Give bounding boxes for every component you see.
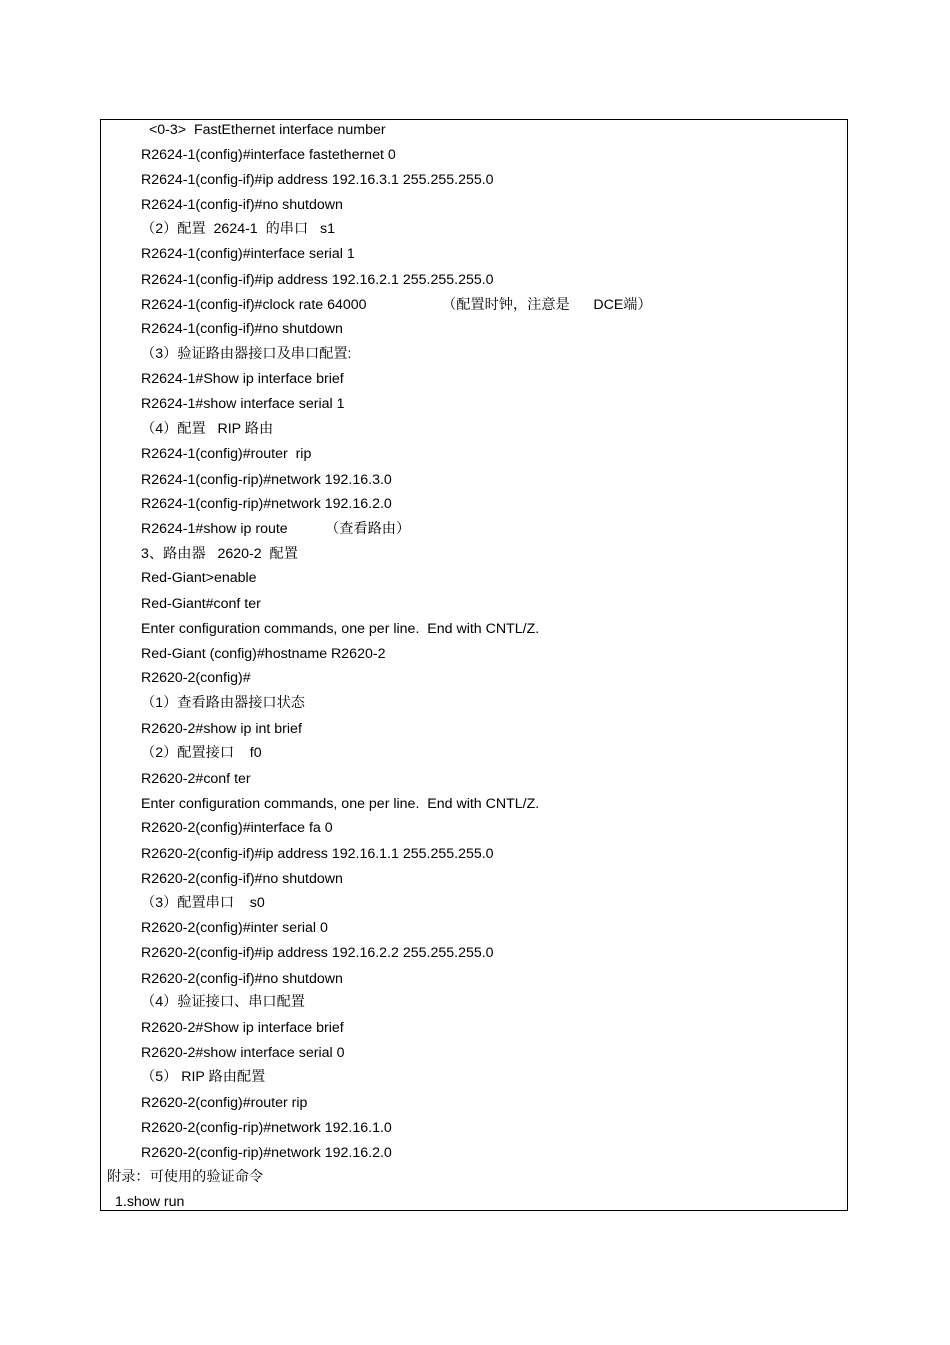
command-line: Red-Giant (config)#hostname R2620-2	[141, 646, 386, 662]
command-line: R2624-1(config)#interface fastethernet 0	[141, 147, 396, 163]
step-heading: （4）验证接口、串口配置	[141, 994, 305, 1010]
step-heading: （5） RIP 路由配置	[141, 1069, 266, 1085]
command-line: R2620-2(config-if)#no shutdown	[141, 971, 343, 987]
command-line: R2620-2#show interface serial 0	[141, 1045, 345, 1061]
command-line: R2624-1(config-rip)#network 192.16.2.0	[141, 496, 392, 512]
command-line: R2620-2(config)#router rip	[141, 1095, 308, 1111]
command-line: R2624-1#show interface serial 1	[141, 396, 345, 412]
step-heading: （3）配置串口 s0	[141, 895, 265, 911]
step-heading: （2）配置 2624-1 的串口 s1	[141, 221, 335, 237]
appendix-item: 1.show run	[115, 1194, 185, 1210]
command-line: R2624-1(config)#router rip	[141, 446, 312, 462]
command-line: R2620-2(config)#	[141, 670, 251, 686]
command-line: R2620-2(config-if)#no shutdown	[141, 871, 343, 887]
command-line: R2624-1#show ip route	[141, 521, 288, 537]
step-heading: （4）配置 RIP 路由	[141, 421, 274, 437]
clock-rate-note: （配置时钟，注意是 DCE端）	[442, 297, 652, 313]
output-line: Enter configuration commands, one per line. End with CNTL/Z.	[141, 621, 540, 637]
command-line: R2624-1(config-if)#ip address 192.16.2.1 255.255.255.0	[141, 272, 494, 288]
command-line: R2624-1(config-if)#clock rate 64000	[141, 297, 367, 313]
command-line: R2624-1(config-if)#no shutdown	[141, 321, 343, 337]
command-line: R2624-1#Show ip interface brief	[141, 371, 344, 387]
command-line: R2620-2#Show ip interface brief	[141, 1020, 344, 1036]
section-heading: 3、路由器 2620-2 配置	[141, 546, 298, 562]
step-heading: （1）查看路由器接口状态	[141, 695, 305, 711]
command-line: R2624-1(config-if)#no shutdown	[141, 197, 343, 213]
output-line: Enter configuration commands, one per line. End with CNTL/Z.	[141, 796, 540, 812]
command-line: Red-Giant>enable	[141, 570, 257, 586]
step-heading: （2）配置接口 f0	[141, 745, 262, 761]
command-line: R2624-1(config-rip)#network 192.16.3.0	[141, 472, 392, 488]
command-line: R2620-2#show ip int brief	[141, 721, 302, 737]
text-line: <0-3> FastEthernet interface number	[149, 122, 386, 138]
command-line: R2620-2(config)#inter serial 0	[141, 920, 328, 936]
route-note: （查看路由）	[325, 521, 411, 537]
step-heading: （3）验证路由器接口及串口配置:	[141, 346, 352, 362]
command-line: R2620-2(config-if)#ip address 192.16.2.2 255.255.255.0	[141, 945, 494, 961]
command-line: R2620-2(config-rip)#network 192.16.1.0	[141, 1120, 392, 1136]
command-line: R2624-1(config)#interface serial 1	[141, 246, 355, 262]
appendix-heading: 附录：可使用的验证命令	[107, 1169, 264, 1185]
command-line: R2620-2#conf ter	[141, 771, 251, 787]
command-line: R2624-1(config-if)#ip address 192.16.3.1 255.255.255.0	[141, 172, 494, 188]
command-line: R2620-2(config-rip)#network 192.16.2.0	[141, 1145, 392, 1161]
command-line: R2620-2(config-if)#ip address 192.16.1.1 255.255.255.0	[141, 846, 494, 862]
command-line: R2620-2(config)#interface fa 0	[141, 820, 333, 836]
command-line: Red-Giant#conf ter	[141, 596, 261, 612]
